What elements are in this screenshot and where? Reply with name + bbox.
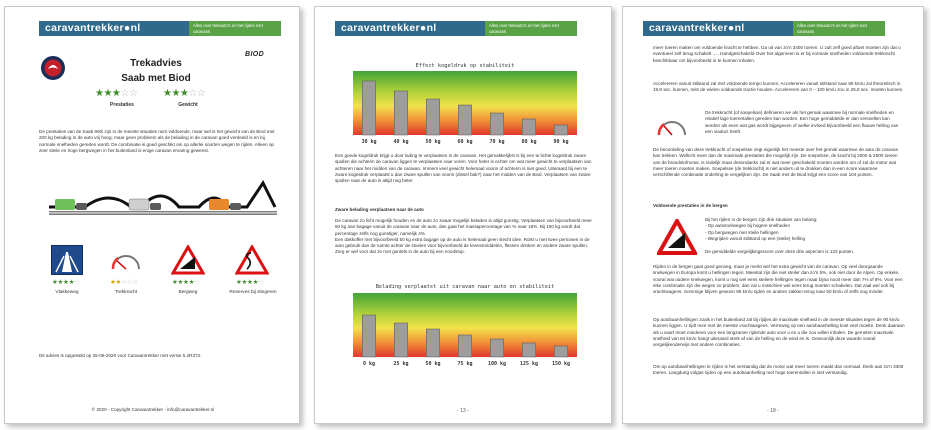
chart-bar [490, 339, 503, 357]
chart-bar [426, 329, 439, 357]
icon-stars-reserves: ★★★★☆ [236, 279, 264, 286]
brand-logo: caravantrekker●nl [39, 21, 189, 36]
chart-bar [458, 105, 471, 135]
chart-tick-label: 60 kg [457, 139, 473, 145]
chart-tick-label: 100 kg [487, 361, 507, 367]
paragraph: Rijden in de bergen gaat goed genoeg, maar je merkt wel het extra gewicht van de caravan. Op veel doorgaande snelwegen in Europa komt u hellingen tegen. Meestal zijn die niet steiler dan zo'n 5%, ook niet door de Alpen. Op enkele, vooral wat oudere snelwegen, komt u nog wel eens steilere hellingen tegen maar bijna nooit meer dan 7% of 8%. Voor een elke combinatie zijn die wegen zo problem, dan zal u misschien wel eens terug moeten schakelen. Dat zaal wel ook bij vrachtwagens. Sommige blijven gewoon 85 km/u rijden en andere zakken terug naar 50 km/u of zelfs nog minder. [653, 264, 903, 295]
chart-tick-label: 40 kg [393, 139, 409, 145]
chart-bar [394, 323, 407, 357]
brand-header [643, 21, 885, 36]
icon-stars-bergweg: ★★★★☆ [172, 279, 200, 286]
rating-label: Prestaties [110, 102, 134, 108]
chart-tick-label: 50 kg [425, 139, 441, 145]
paragraph: Een goede kogeldruk krijgt u door lading te verplaatsen in de caravan. Het gemakkelijkst is bij een te lichte kogeldruk zware spullen die achterin de caravan liggen te verplaatsen naar voren. Voor heter is echter om wat meer gewicht te verplaatsen van achteren naar het midden van de caravan. Immers veel gewicht helemaal voorin of achterin is niet goed. Uiteraard bij een te zware kogeldruk verplaatst u dan zware spullen van voorin (dissel bak?) naar het midden van de Biod. Verplaatsen van zware spullen naar de auto is altijd nog beter. [335, 153, 592, 184]
highway-sign-icon [51, 245, 83, 275]
brand-logo: caravantrekker●nl [335, 21, 485, 36]
chart-bar [490, 113, 503, 135]
page-title: Trekadvies Saab met Biod [121, 58, 191, 84]
brand-header [39, 21, 281, 36]
chart-bar [522, 343, 535, 357]
chart-tick-label: 0 kg [362, 361, 376, 367]
chart-tick-label: 90 kg [553, 139, 569, 145]
icon-stars-trekkracht: ★★☆☆☆ [110, 279, 138, 286]
icon-label: Vlakkeweg [55, 290, 79, 295]
chart-tick-label: 70 kg [489, 139, 505, 145]
paragraph: Bij het rijden in de bergen zijn drie situaties van belang: - Op autosnelwegen bij hogere snelheden - Op bergwegen met steile hellingen - Wegrijden vanuit stilstand op een (steile) helling [705, 217, 818, 241]
chart-bar [554, 346, 567, 357]
paragraph: De caravan zo licht mogelijk houden en de auto zo zwaar mogelijk beladen is altijd gunstig. Verplaatsen van bijvoorbeeld meer 50 kg aan bagage vanuit de caravan naar de auto, dan gaat het massapercentage van % naar 18%. Bij 100 kg wordt dat percentage zelfs nog gunstiger, namelijk 4%. Een dakkoffer met bijvoorbeeld 50 kg extra bagage op de auto is helemaal geen slecht idee. Rolst u met twee personen in de auto gebruik dan de ruimte achter de stoelen voor bijvoorbeeld de levensmiddelen, flessen drinken en andere zware spullen. Zorg er wel voor dat ze met gordels in de auto bij een noodstop. [335, 218, 592, 255]
chart-tick-label: 30 kg [361, 139, 377, 145]
paragraph: De trekkracht (of soepelsse) definieren we als het gemak waarmee bij normale snelheden en relatief lage toerentallen gereden kan worden. Een hoge gemiddelde er dan versnellen kan worden als even wat gas wordt bijgegeven of welke invloed bijvoorbeeld een flauwe helling van een viaduct heeft. [705, 110, 899, 134]
icon-label: Bergweg [178, 290, 198, 295]
document-page-3[interactable] [622, 6, 924, 424]
icon-label: Trekkracht [114, 290, 138, 295]
paragraph: De gemiddelde vergelijkingsscore over deze drie aspecten is 133 punten. [705, 249, 855, 254]
chart-tick-label: 75 kg [457, 361, 473, 367]
speedometer-icon [109, 245, 143, 275]
chart-tick-label: 50 kg [425, 361, 441, 367]
chart2-title: Belading verplaatst uit caravan naar auto en stabiliteit [375, 284, 555, 290]
biod-logo: BIOD [245, 51, 265, 58]
steep-hill-sign-icon [171, 245, 205, 275]
chart1-title: Effect kogeldruk op stabiliteit [415, 63, 515, 69]
saab-logo-icon [40, 55, 66, 81]
paragraph: Accelereren vanuit stilstand zal met voldoende tempo kunnen. Accelereren vanuit stilstand naar 80 km/u zal theoretisch in 19,8 sec. kunnen, mits de wielen voldoende tractie houden. Accelereren van 0 – 100 km/u zou in 25,8 sec. moeten kunnen. [653, 81, 904, 93]
brand-tagline: Alles over trekauto's en het rijden met caravans [485, 21, 577, 36]
chart-bar [522, 119, 535, 135]
icon-label: Reserves bij slingeren [229, 290, 277, 295]
brand-logo: caravantrekker●nl [643, 21, 793, 36]
intro-paragraph: De prestaties van de Saab 900i zijn in de meeste situaties ruim voldoende, maar wel is het gewicht van de Biod met 200 kg belading in de auto vrij hoog, maar geen probleem als de belading in de caravan goed verdeeld is en bij normale snelheden gereden wordt. De combinatie is goed geschikt om op allerlei soorten wegen te rijden. Alleen op zeer steile en hoge bergwegen in het buitenland is enige caravan ervaring gewenst. [39, 129, 275, 153]
chart-bar [458, 335, 471, 357]
document-page-1[interactable] [4, 6, 300, 424]
rating-label: Gewicht [178, 102, 198, 108]
swerve-warning-icon [235, 245, 269, 275]
speedometer-icon [655, 111, 689, 141]
rating-stars-prestaties: ★★★☆☆ [95, 88, 138, 99]
chart-tick-label: 80 kg [521, 139, 537, 145]
brand-header [335, 21, 577, 36]
chart1 [353, 71, 577, 147]
page-number: - 18 - [767, 408, 779, 414]
icon-stars-vlakkeweg: ★★★★☆ [52, 279, 80, 286]
route-illustration [49, 179, 277, 225]
chart-bar [426, 99, 439, 135]
chart-tick-label: 150 kg [551, 361, 571, 367]
paragraph: meer toeren maken om voldoende kracht te hebben. Ga uit van zo'n 3400 toeren. U zult zelf goed aftoet moeten zijn dat u eventueel zelf terug schakelt ..... Handgeschakeld Over het algemeen is er bij normale snelheden voldoende trekkracht beschikbaar om bijvoorbeeld in te kunnen inhalen. [653, 45, 901, 63]
chart-tick-label: 125 kg [519, 361, 539, 367]
chart-tick-label: 25 kg [393, 361, 409, 367]
chart1-tick-labels [361, 139, 568, 145]
copyright-text: © 2020 - Copyright Caravantrekker - info@caravantrekker.nl [91, 407, 215, 412]
steep-hill-sign-icon [657, 219, 697, 255]
chart2-tick-labels [363, 361, 570, 367]
chart-bar [362, 81, 375, 135]
document-page-2[interactable] [314, 6, 612, 424]
chart-bar [554, 125, 567, 135]
chart-bar [394, 91, 407, 135]
paragraph: Om op autobaanhellingen te rijden is het verstandig dat de motor wat meer toeren maakt dan normaal. Denk aan zo'n 3300 toeren. Langdurig volgas rijden op een autobaanhelling met hoge toerentallen is niet verstandig. [653, 364, 904, 376]
section-heading: Zware belading verplaatsen naar de auto [335, 207, 424, 212]
brand-tagline: Alles over trekauto's en het rijden met caravans [793, 21, 885, 36]
page-number: - 13 - [457, 408, 469, 414]
paragraph: De beoordeling van deze trekkracht of soepelsse zegt eigenlijk het meeste over het gemak waarmee de auto de caravan kan trekken. Wellicht meer dan de maximale prestaties die mogelijk zijn. De soepelsse, de kracht bij 2000 & 2500 toeren van de brandstofmotor, is redelijk maar desondanks zal er wat meer geschakeld moeten worden om of zal de motor wat meer toeren moeten maken. Soepelsse (de trekkracht) is niet anders uit te drukken dan in-een score waarmee verschillende combinatie onderling te vergelijken zijn. De Saab met de Biod krijgt een score van 104 punten. [653, 147, 899, 178]
chart2 [353, 293, 577, 369]
footer-note: Dit advies is opgesteld op 25-08-2020 voor Caravantrekker met versie 5.2R372. [39, 353, 202, 358]
section-heading: Voldoende prestaties in de bergen [653, 203, 728, 208]
rating-stars-gewicht: ★★★☆☆ [163, 88, 206, 99]
chart-bar [362, 315, 375, 357]
brand-tagline: Alles over trekauto's en het rijden met caravans [189, 21, 281, 36]
paragraph: Op autobaanhellingen zoals in het buitenland zal bij rijdjes de maximale snelheid in de meeste situaties tegen de 90 km/u kunnen liggen. U rijdt mee met de meeste vrachtwagens. Verreweg op een autobaanhelling kost veel moeite. Denk daaraan als u vaart moet minderen voor een langzamer rijdende auto voor u en u die zou willen inhalen. De gemeten maximale snelheid van 84 km/u hangt uiteraard sterk af van de helling en de wind en is. Gewoonlijk deze waarde vooral vergelijkenderwijs met andere combinaties. [653, 317, 905, 348]
